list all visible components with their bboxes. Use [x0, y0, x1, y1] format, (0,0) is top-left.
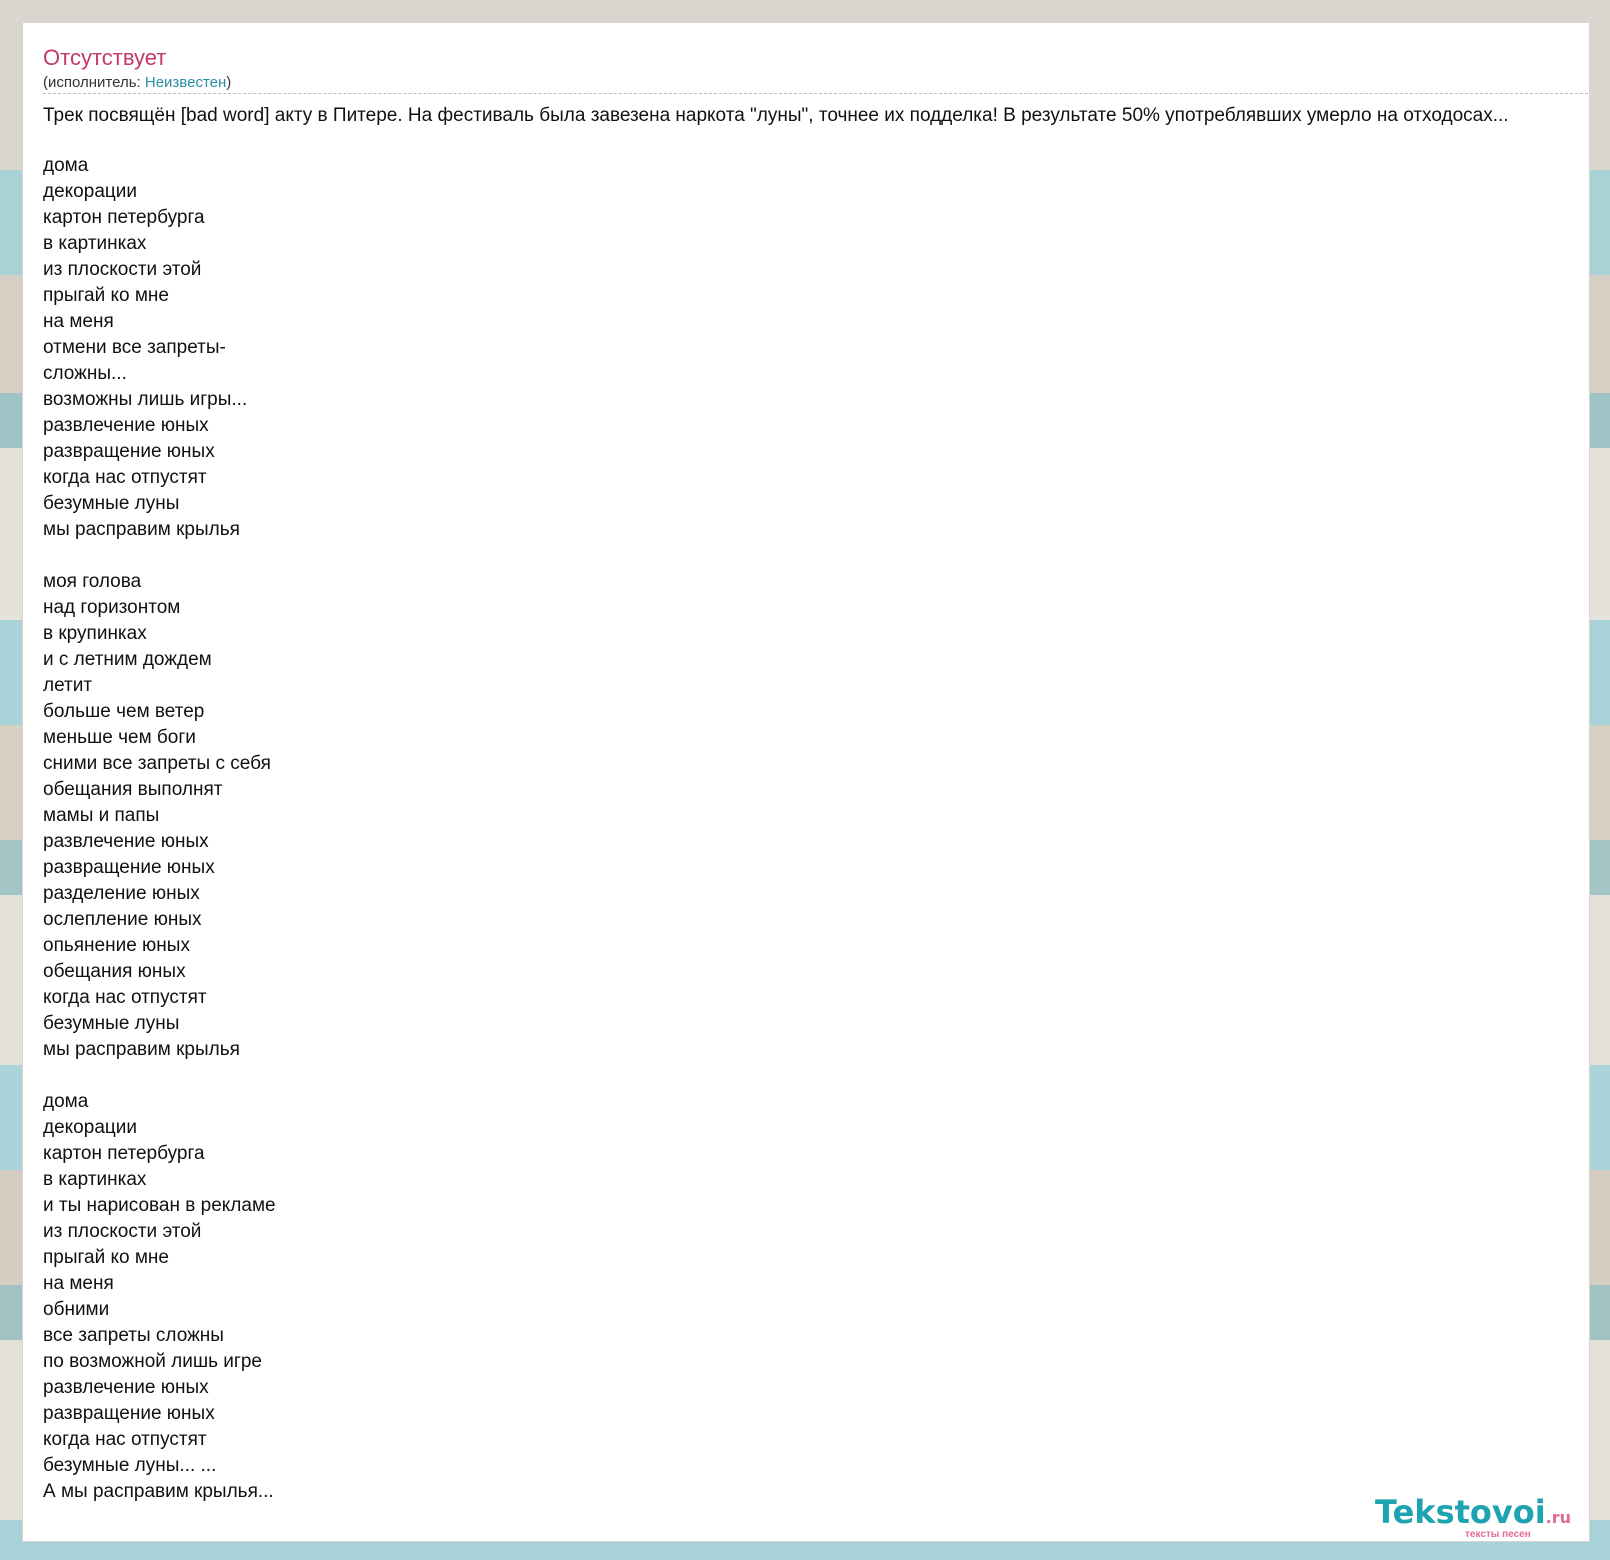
- lyrics-line: декорации: [43, 1117, 137, 1138]
- lyrics-line: развлечение юных: [43, 415, 209, 436]
- lyrics-line: когда нас отпустят: [43, 987, 207, 1008]
- logo-wordmark: [1375, 1493, 1571, 1531]
- lyrics-line: меньше чем боги: [43, 727, 196, 748]
- lyrics-line: из плоскости этой: [43, 259, 202, 280]
- lyrics-line: развлечение юных: [43, 831, 209, 852]
- lyrics-line: на меня: [43, 311, 114, 332]
- lyrics-line: в крупинках: [43, 623, 147, 644]
- lyrics-line: дома: [43, 155, 89, 176]
- lyrics-line: летит: [43, 675, 93, 696]
- title-divider: [43, 93, 1588, 94]
- lyrics-line: картон петербурга: [43, 1143, 205, 1164]
- lyrics-line: мамы и папы: [43, 805, 160, 826]
- lyrics-line: в картинках: [43, 1169, 147, 1190]
- lyrics-line: больше чем ветер: [43, 701, 205, 722]
- lyrics-line: развлечение юных: [43, 1377, 209, 1398]
- lyrics-line: развращение юных: [43, 441, 215, 462]
- logo-tld: .ru: [1545, 1508, 1572, 1527]
- lyrics-blank-line: [43, 543, 276, 569]
- lyrics-line: обещания выполнят: [43, 779, 223, 800]
- lyrics-line: разделение юных: [43, 883, 200, 904]
- lyrics-line: возможны лишь игры...: [43, 389, 248, 410]
- lyrics-line: развращение юных: [43, 1403, 215, 1424]
- content-panel: [22, 22, 1590, 1542]
- lyrics-line: декорации: [43, 181, 137, 202]
- performer-suffix: ): [226, 74, 232, 91]
- lyrics-line: по возможной лишь игре: [43, 1351, 262, 1372]
- site-logo[interactable]: [1375, 1493, 1575, 1542]
- lyrics-line: обещания юных: [43, 961, 186, 982]
- lyrics-line: когда нас отпустят: [43, 467, 207, 488]
- lyrics-line: и с летним дождем: [43, 649, 212, 670]
- lyrics-line: на меня: [43, 1273, 114, 1294]
- lyrics-line: безумные луны... ...: [43, 1455, 217, 1476]
- logo-tagline: тексты песен: [1465, 1529, 1531, 1540]
- lyrics-line: в картинках: [43, 233, 147, 254]
- lyrics-line: и ты нарисован в рекламе: [43, 1195, 276, 1216]
- lyrics-line: мы расправим крылья: [43, 1039, 240, 1060]
- lyrics-line: все запреты сложны: [43, 1325, 224, 1346]
- lyrics-line: сними все запреты с себя: [43, 753, 271, 774]
- song-description: Трек посвящён [bad word] акту в Питере. На фестиваль была завезена наркота "луны", точнее их подделка! В результате 50% употреблявших умерло на отходосах...: [43, 105, 1509, 126]
- lyrics-line: безумные луны: [43, 493, 180, 514]
- lyrics-line: картон петербурга: [43, 207, 205, 228]
- lyrics-line: прыгай ко мне: [43, 1247, 169, 1268]
- song-title: Отсутствует: [43, 45, 167, 70]
- logo-main-text: Tekstovoi: [1375, 1493, 1546, 1531]
- performer-link[interactable]: Неизвестен: [144, 74, 227, 91]
- lyrics-line: безумные луны: [43, 1013, 180, 1034]
- lyrics-line: отмени все запреты-: [43, 337, 226, 358]
- lyrics-line: обними: [43, 1299, 110, 1320]
- lyrics-line: развращение юных: [43, 857, 215, 878]
- lyrics-line: А мы расправим крылья...: [43, 1481, 274, 1502]
- lyrics-line: над горизонтом: [43, 597, 181, 618]
- lyrics-line: когда нас отпустят: [43, 1429, 207, 1450]
- performer-prefix: (исполнитель:: [43, 74, 145, 91]
- lyrics-blank-line: [43, 1063, 276, 1089]
- lyrics-line: мы расправим крылья: [43, 519, 240, 540]
- lyrics-line: из плоскости этой: [43, 1221, 202, 1242]
- lyrics-line: моя голова: [43, 571, 142, 592]
- lyrics-line: опьянение юных: [43, 935, 190, 956]
- lyrics-line: сложны...: [43, 363, 127, 384]
- lyrics-line: ослепление юных: [43, 909, 202, 930]
- performer-line: [43, 74, 231, 91]
- lyrics-text: [43, 153, 276, 1505]
- lyrics-line: дома: [43, 1091, 89, 1112]
- lyrics-line: прыгай ко мне: [43, 285, 169, 306]
